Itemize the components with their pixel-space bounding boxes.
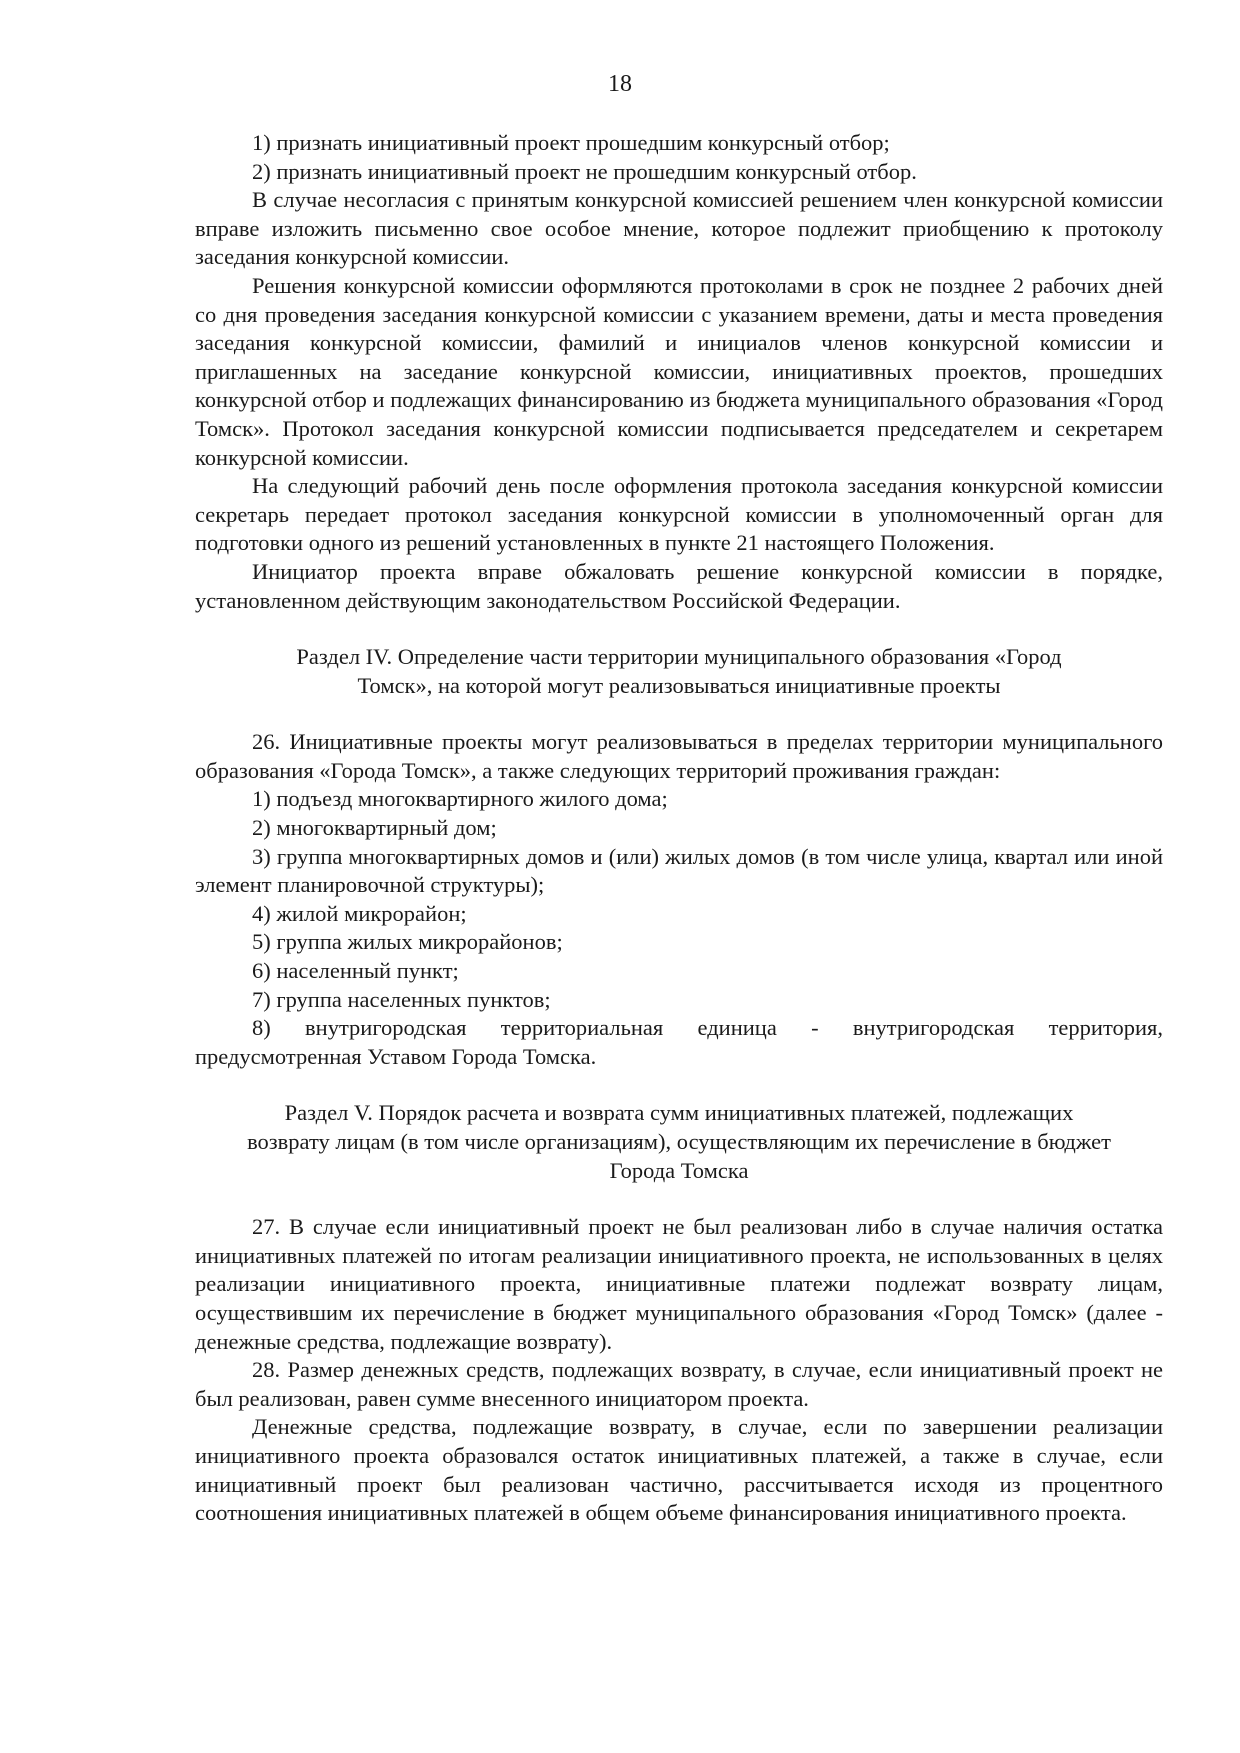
document-body [195, 129, 1163, 1528]
paragraph-appeal: Инициатор проекта вправе обжаловать решение конкурсной комиссии в порядке, установленном действующим законодательством Российской Федерации. [195, 558, 1163, 613]
list-item-6: 6) населенный пункт; [252, 958, 459, 984]
paragraph-protocol: Решения конкурсной комиссии оформляются протоколами в срок не позднее 2 рабочих дней со дня проведения заседания конкурсной комиссии с указанием времени, даты и места проведения заседания конкурсной комиссии, фамилий и инициалов членов конкурсной комиссии и приглашенных на заседание конкурсной комиссии, инициативных проектов, прошедших конкурсной отбор и подлежащих финансированию из бюджета муниципального образования «Город Томск». Протокол заседания конкурсной комиссии подписывается председателем и секретарем конкурсной комиссии. [195, 272, 1163, 470]
section-5-heading-line-2: возврату лицам (в том числе организациям), осуществляющим их перечисление в бюджет [247, 1129, 1111, 1154]
paragraph-item-2: 2) признать инициативный проект не прошедшим конкурсный отбор. [252, 158, 917, 184]
paragraph-27: 27. В случае если инициативный проект не был реализован либо в случае наличия остатка инициативных платежей по итогам реализации инициативного проекта, не использованных в целях реализации инициативного проекта, инициативные платежи подлежат возврату лицам, осуществившим их перечисление в бюджет муниципального образования «Город Томск» (далее - денежные средства, подлежащие возврату). [195, 1214, 1163, 1354]
list-item-7: 7) группа населенных пунктов; [252, 986, 551, 1012]
section-4-heading-line-1: Раздел IV. Определение части территории муниципального образования «Город [296, 644, 1062, 670]
paragraph-transfer: На следующий рабочий день после оформления протокола заседания конкурсной комиссии секретарь передает протокол заседания конкурсной комиссии в уполномоченный орган для подготовки одного из решений установленных в пункте 21 настоящего Положения. [195, 473, 1163, 556]
paragraph-item-1: 1) признать инициативный проект прошедшим конкурсный отбор; [252, 130, 890, 155]
paragraph-refund-calculation: Денежные средства, подлежащие возврату, в случае, если по завершении реализации инициативного проекта образовался остаток инициативных платежей, а также в случае, если инициативный проект был реализован частично, рассчитывается исходя из процентного соотношения инициативных платежей в общем объеме финансирования инициативного проекта. [195, 1414, 1163, 1526]
list-item-2: 2) многоквартирный дом; [252, 815, 497, 841]
section-5-heading-line-3: Города Томска [609, 1157, 749, 1183]
paragraph-dissent: В случае несогласия с принятым конкурсной комиссией решением член конкурсной комиссии вправе изложить письменно свое особое мнение, которое подлежит приобщению к протоколу заседания конкурсной комиссии. [195, 187, 1163, 270]
paragraph-26: 26. Инициативные проекты могут реализовываться в пределах территории муниципального образования «Города Томск», а также следующих территорий проживания граждан: [195, 729, 1163, 783]
section-4-heading [195, 643, 1163, 700]
list-item-4: 4) жилой микрорайон; [252, 900, 467, 926]
section-4-heading-line-2: Томск», на которой могут реализовываться инициативные проекты [357, 672, 1001, 698]
section-5-heading [195, 1099, 1163, 1185]
paragraph-28: 28. Размер денежных средств, подлежащих возврату, в случае, если инициативный проект не был реализован, равен сумме внесенного инициатором проекта. [195, 1357, 1163, 1411]
list-item-5: 5) группа жилых микрорайонов; [252, 929, 563, 955]
list-item-1: 1) подъезд многоквартирного жилого дома; [252, 786, 668, 812]
list-item-3: 3) группа многоквартирных домов и (или) жилых домов (в том числе улица, квартал или иной элемент планировочной структуры); [195, 843, 1163, 898]
page-number: 18 [608, 71, 632, 97]
list-item-8: 8) внутригородская территориальная единица - внутригородская территория, предусмотренная Уставом Города Томска. [195, 1015, 1163, 1069]
section-5-heading-line-1: Раздел V. Порядок расчета и возврата сумм инициативных платежей, подлежащих [284, 1100, 1074, 1126]
